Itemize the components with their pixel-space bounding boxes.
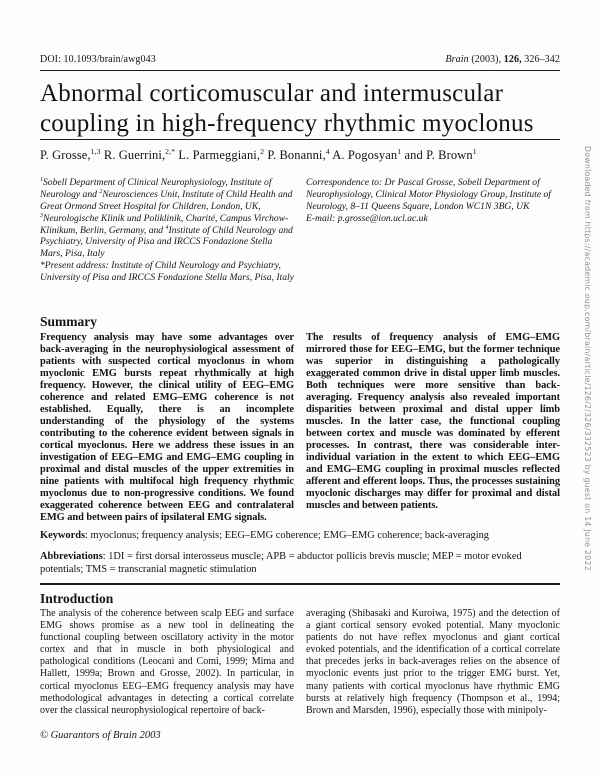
journal-citation bbox=[445, 54, 560, 65]
affil-segment: Sobell Department of Clinical Neurophysiology, Institute of Neurology and bbox=[40, 177, 272, 200]
summary-left-column: Frequency analysis may have some advantages over back-averaging in the neurophysiological assessment of patients with suspected cortical myoclonus in whom myoclonic EMG bursts repeat rhythmically at high frequency. However, the clinical utility of EEG–EMG coherence and related EMG–EMG coherence is not established. Equally, there is an incomplete understanding of the physiology of the systems contributing to the coherence evident between signals in cortical myoclonus. Here we address these issues in an investigation of EEG–EMG and EMG–EMG coupling in proximal and distal muscles of the upper extremities in nine patients with multifocal high frequency rhythmic myoclonus due to non-progressive conditions. We found exaggerated coherence between EEG and contralateral EMG and between pairs of ipsilateral EMG signals. bbox=[40, 332, 294, 524]
author-affil-sup: 2 bbox=[260, 146, 265, 156]
author-affil-sup: 2,* bbox=[165, 146, 176, 156]
summary-body bbox=[40, 332, 560, 524]
article-title-line1: Abnormal corticomuscular and intermuscular bbox=[40, 80, 504, 107]
keywords-label: Keywords bbox=[40, 530, 86, 541]
affiliations bbox=[40, 177, 294, 284]
introduction-right-column: averaging (Shibasaki and Kuroiwa, 1975) and the detection of a giant cortical sensory evoked potential. Many myoclonic patients do not have reflex myoclonus and giant cortical evoked potentials, and the identification of a cortical correlate that precedes jerks in back-averages relies on the absence of myoclonic events just prior to the trigger EMG burst. Yet, many patients with cortical myoclonus have rhythmic EMG bursts at relatively high frequency (Thompson et al., 1994; Brown and Marsden, 1996), especially those with minipoly- bbox=[306, 608, 560, 716]
title-divider bbox=[40, 139, 560, 140]
keywords-line bbox=[40, 530, 560, 542]
abbreviations-line bbox=[40, 550, 560, 576]
abbreviations-label: Abbreviations bbox=[40, 551, 103, 562]
affil-sup: 1 bbox=[40, 176, 43, 183]
introduction-body bbox=[40, 608, 560, 717]
article-title-line2: coupling in high-frequency rhythmic myoclonus bbox=[40, 109, 534, 137]
introduction-heading: Introduction bbox=[40, 591, 114, 606]
journal-name: Brain bbox=[445, 54, 469, 65]
affil-segment: Institute of Child Neurology and Psychiatry, University of Pisa and IRCCS Fondazione Stella Mars, Pisa, Italy bbox=[40, 224, 293, 260]
affil-segment: Neurosciences Unit, Institute of Child Health and Great Ormond Street Hospital for Children, London, UK, bbox=[40, 188, 293, 212]
masthead-divider bbox=[40, 70, 560, 71]
author: P. Grosse, bbox=[40, 148, 91, 162]
author-affil-sup: 4 bbox=[325, 146, 330, 156]
copyright-notice: © Guarantors of Brain 2003 bbox=[40, 730, 161, 741]
affil-sup: 3 bbox=[40, 212, 43, 219]
journal-pages: 326–342 bbox=[521, 54, 560, 65]
author-separator: and bbox=[401, 148, 427, 162]
journal-volume: 126, bbox=[503, 54, 522, 65]
author-affil-sup: 1 bbox=[472, 146, 477, 156]
summary-right-column: The results of frequency analysis of EMG–EMG mirrored those for EEG–EMG, but the former technique was superior in distinguishing a pathologically exaggerated common drive in distal upper limb muscles. Both techniques were more sensitive than back-averaging. Frequency analysis also revealed important disparities between proximal and distal upper limb muscles. In the latter case, the functional coupling between cortex and muscle was dominated by efferent processes. In contrast, there was considerable inter-individual variation in the extent to which EEG–EMG and EMG–EMG coupling in proximal muscles reflected afferent and efferent loops. Thus, the processes sustaining myoclonic discharges may differ for proximal and distal muscles and between patients. bbox=[306, 332, 560, 512]
author-list bbox=[40, 148, 560, 163]
doi-text: DOI: 10.1093/brain/awg043 bbox=[40, 54, 156, 65]
author: L. Parmeggiani, bbox=[178, 148, 261, 162]
article-title bbox=[40, 79, 560, 138]
affil-sup: 2 bbox=[99, 188, 103, 195]
affil-segment: Neurologische Klinik und Poliklinik, Charité, Campus Virchow-Klinikum, Berlin, Germany, and bbox=[40, 212, 289, 236]
summary-heading: Summary bbox=[40, 314, 97, 329]
author: R. Guerrini, bbox=[103, 148, 166, 162]
present-address: *Present address: Institute of Child Neurology and Psychiatry, University of Pisa and IRCCS Fondazione Stella Mars, Pisa, Italy bbox=[40, 260, 294, 284]
masthead bbox=[40, 54, 560, 65]
correspondence bbox=[306, 177, 560, 284]
author: A. Pogosyan bbox=[332, 148, 398, 162]
affil-sup: 4 bbox=[165, 224, 169, 231]
keywords-text: : myoclonus; frequency analysis; EEG–EMG coherence; EMG–EMG coherence; back-averaging bbox=[85, 530, 489, 541]
author: P. Brown bbox=[426, 148, 473, 162]
section-divider bbox=[40, 583, 560, 585]
affiliation-text bbox=[40, 177, 294, 260]
journal-year: (2003), bbox=[468, 54, 504, 65]
abbreviations-text: : 1DI = first dorsal interosseus muscle; APB = abductor pollicis brevis muscle; MEP = motor evoked potentials; TMS = transcranial magnetic stimulation bbox=[40, 551, 522, 575]
introduction-left-column: The analysis of the coherence between scalp EEG and surface EMG shows promise as a new tool in delineating the functional coupling between oscillatory activity in the motor cortex and that in muscle in both physiological and pathological conditions (Leocani and Comi, 1999; Mima and Hallett, 1999a; Brown and Grosse, 2002). In particular, in cortical myoclonus EEG–EMG frequency analysis may have methodological advantages in detecting a cortical correlate over the classical neurophysiological repertoire of back- bbox=[40, 608, 294, 716]
correspondence-text: Correspondence to: Dr Pascal Grosse, Sobell Department of Neurophysiology, Clinical Motor Physiology Group, Institute of Neurology, 8–11 Queens Square, London WC1N 3BG, UK bbox=[306, 177, 551, 212]
author: P. Bonanni, bbox=[267, 148, 326, 162]
download-watermark: Downloaded from https://academic.oup.com/brain/article/126/2/326/332523 by guest on 14 June 2022 bbox=[583, 146, 592, 571]
author-affil-sup: 1 bbox=[397, 146, 402, 156]
author-affil-sup: 1,3 bbox=[90, 146, 101, 156]
affiliation-correspondence-block bbox=[40, 177, 560, 284]
correspondence-email: E-mail: p.grosse@ion.ucl.ac.uk bbox=[306, 212, 428, 224]
